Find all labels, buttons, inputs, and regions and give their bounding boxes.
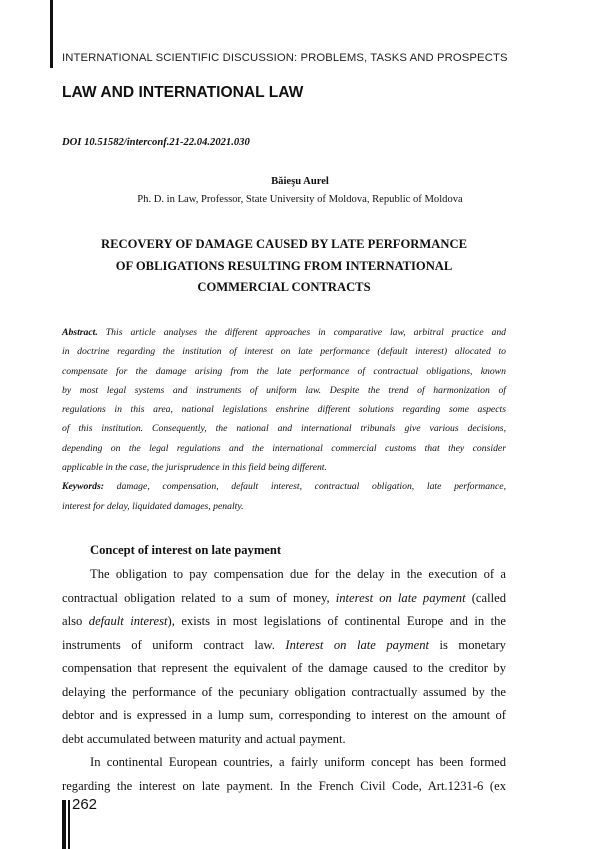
abstract-line: by most legal systems and instruments of uniform law. Despite the trend of harmonization of <box>62 384 506 396</box>
footer-rule-thin <box>68 800 70 849</box>
author-name: Băieşu Aurel <box>271 176 329 187</box>
abstract-line <box>62 323 506 342</box>
body-emphasis: interest on late payment <box>335 590 466 605</box>
keywords-line <box>62 477 506 496</box>
section-title: LAW AND INTERNATIONAL LAW <box>62 84 304 101</box>
keywords-line: interest for delay, liquidated damages, penalty. <box>62 500 244 512</box>
title-line: COMMERCIAL CONTRACTS <box>197 280 371 294</box>
body-span: instruments of uniform contract law. <box>62 637 286 652</box>
abstract-text: This article analyses the different approaches in comparative law, arbitral practice and <box>105 327 507 338</box>
keywords-label: Keywords: <box>62 481 104 493</box>
body-line <box>62 610 506 634</box>
body-emphasis: default interest <box>88 614 168 628</box>
body-line: compensation that represent the equivalent of the damage caused to the creditor by <box>62 661 506 675</box>
body-span: ), exists in most legislations of continental Europe and in the <box>167 614 507 628</box>
title-line: RECOVERY OF DAMAGE CAUSED BY LATE PERFORMANCE <box>101 237 467 251</box>
abstract <box>62 323 506 516</box>
abstract-line: compensate for the damage arising from the late performance of contractual obligations, known <box>62 365 506 377</box>
body-line: debtor and is expressed in a lump sum, corresponding to interest on the amount of <box>62 708 506 722</box>
body-line: debt accumulated between maturity and actual payment. <box>62 731 346 746</box>
header-rule <box>50 0 53 68</box>
abstract-line: applicable in the case, the jurisprudence in this field being different. <box>62 462 327 474</box>
abstract-label: Abstract. <box>62 327 98 338</box>
author-affiliation: Ph. D. in Law, Professor, State University of Moldova, Republic of Moldova <box>137 194 463 205</box>
abstract-line: in doctrine regarding the institution of interest on late performance (default interest) allocated to <box>62 346 506 358</box>
abstract-line: regulations in this area, national legislations enshrine different solutions regarding some aspects <box>62 404 506 416</box>
keywords-text: damage, compensation, default interest, contractual obligation, late performance, <box>116 481 507 493</box>
body-line: delaying the performance of the pecuniary obligation contractually assumed by the <box>62 684 506 699</box>
body-span: contractual obligation related to a sum of money, <box>62 590 336 605</box>
title-line: OF OBLIGATIONS RESULTING FROM INTERNATIONAL <box>115 258 453 273</box>
body-emphasis: Interest on late payment <box>285 637 430 652</box>
abstract-line: of this institution. Consequently, the national and international tribunals give various decisions, <box>62 423 506 435</box>
body-text <box>62 563 506 798</box>
body-span: also <box>62 614 89 628</box>
journal-title: INTERNATIONAL SCIENTIFIC DISCUSSION: PROBLEMS, TASKS AND PROSPECTS <box>62 52 508 64</box>
doi: DOI 10.51582/interconf.21-22.04.2021.030 <box>62 137 250 148</box>
abstract-line: depending on the legal regulations and the international commercial customs that they consider <box>62 442 506 454</box>
body-line: In continental European countries, a fairly uniform concept has been formed <box>90 755 506 769</box>
body-line <box>62 587 506 611</box>
body-span: is monetary <box>429 637 506 652</box>
body-line: The obligation to pay compensation due for the delay in the execution of a <box>90 567 506 581</box>
body-span: (called <box>465 590 506 605</box>
article-title <box>62 234 506 299</box>
footer-rule <box>62 800 66 849</box>
body-line: regarding the interest on late payment. In the French Civil Code, Art.1231-6 (ex <box>62 778 506 793</box>
body-line <box>62 634 506 658</box>
page-number: 262 <box>72 796 98 813</box>
section-heading: Concept of interest on late payment <box>90 543 282 557</box>
